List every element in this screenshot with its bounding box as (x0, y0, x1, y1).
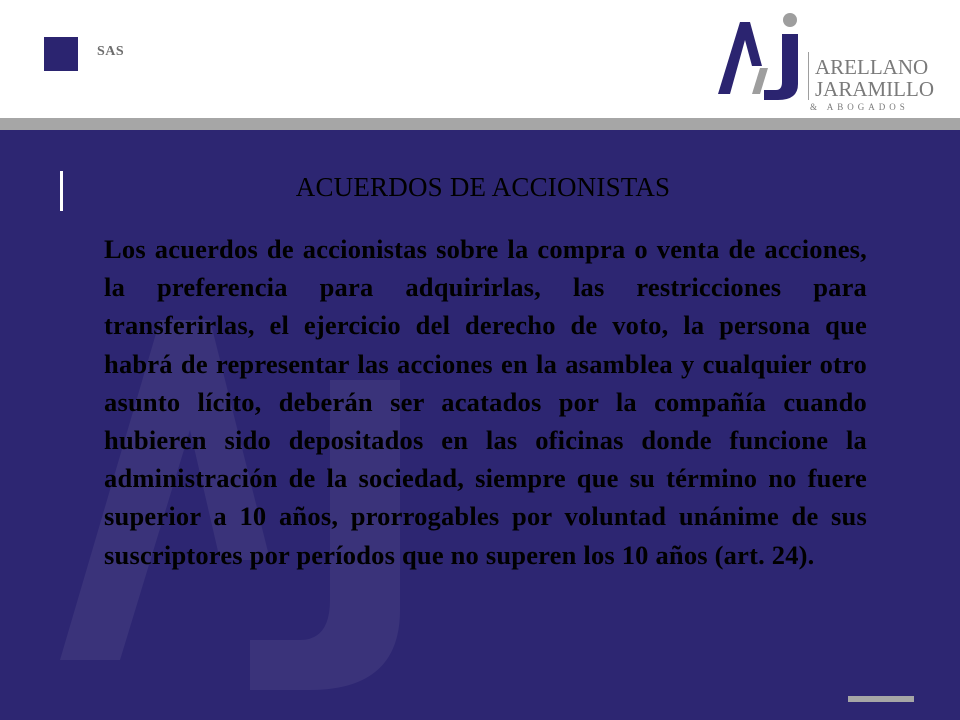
arellano-jaramillo-logo (712, 8, 952, 116)
logo-line2: JARAMILLO (815, 77, 934, 101)
footer-accent-bar (848, 696, 914, 702)
header (0, 0, 960, 118)
header-divider (0, 118, 960, 130)
header-label: SAS (97, 44, 125, 59)
content-panel (0, 130, 960, 720)
slide-title: ACUERDOS DE ACCIONISTAS (295, 172, 671, 202)
slide-body-text: Los acuerdos de accionistas sobre la compra o venta de acciones, la preferencia para adquirirlas, las restricciones para transferirlas, el ejercicio del derecho de voto, la persona que habrá de representar las acciones en la asamblea y cualquier otro asunto lícito, deberán ser acatados por la compañía cuando hubieren sido depositados en las oficinas donde funcione la administración de la sociedad, siempre que su término no fuere superior a 10 años, prorrogables por voluntad unánime de sus suscriptores por períodos que no superen los 10 años (art. 24). (104, 234, 867, 570)
logo-line3: & ABOGADOS (810, 102, 909, 112)
logo-line1: ARELLANO (815, 55, 929, 79)
header-square-mark (44, 37, 78, 71)
